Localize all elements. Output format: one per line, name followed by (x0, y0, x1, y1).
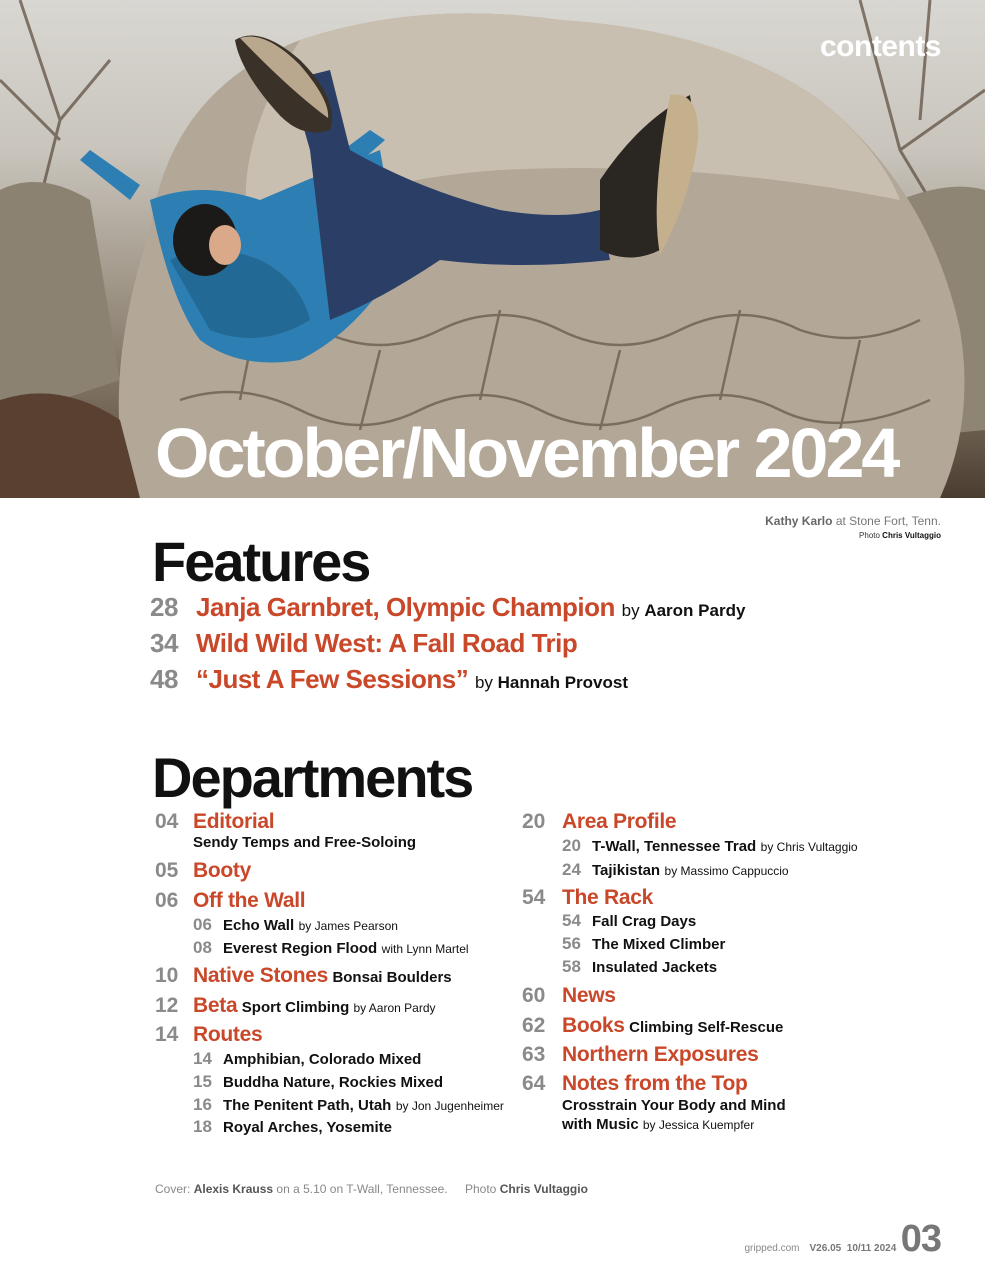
dept-northern-exposures[interactable] (522, 1044, 758, 1065)
dept-title: Beta (193, 994, 238, 1017)
dept-topic: Climbing Self-Rescue (629, 1019, 784, 1036)
dept-title: Notes from the Top (562, 1072, 748, 1095)
sub-page: 16 (193, 1095, 212, 1114)
dept-page: 05 (155, 859, 179, 882)
dept-title: Native Stones (193, 964, 328, 987)
sub-byline: by Chris Vultaggio (760, 840, 858, 854)
feature-by: by (621, 601, 640, 620)
sub-item[interactable] (193, 1073, 443, 1091)
dept-page: 14 (155, 1023, 179, 1046)
cover-photographer: Chris Vultaggio (499, 1182, 588, 1196)
dept-page: 20 (522, 810, 546, 833)
section-label: contents (819, 30, 941, 63)
sub-title: Amphibian, Colorado Mixed (223, 1051, 422, 1068)
sub-byline: by James Pearson (298, 919, 398, 933)
dept-subtitle-text: with Music (562, 1116, 639, 1133)
dept-title: Area Profile (562, 810, 677, 833)
dept-title: Booty (193, 859, 251, 882)
page-footer (744, 1218, 941, 1261)
dept-topic: Bonsai Boulders (332, 969, 452, 986)
dept-title: Northern Exposures (562, 1043, 759, 1066)
dept-page: 10 (155, 964, 179, 987)
cover-subject: Alexis Krauss (193, 1182, 274, 1196)
credit-name: Chris Vultaggio (882, 531, 941, 540)
dept-byline: by Jessica Kuempfer (642, 1118, 755, 1132)
feature-item[interactable] (150, 630, 577, 656)
sub-page: 18 (193, 1117, 212, 1136)
dept-area-profile[interactable] (522, 811, 676, 832)
dept-page: 64 (522, 1072, 546, 1095)
sub-page: 54 (562, 911, 581, 930)
dept-page: 12 (155, 994, 179, 1017)
sub-byline: with Lynn Martel (381, 942, 469, 956)
sub-item[interactable] (562, 935, 725, 953)
sub-byline: by Jon Jugenheimer (395, 1099, 504, 1113)
sub-page: 20 (562, 836, 581, 855)
sub-title: Tajikistan (592, 862, 661, 879)
sub-byline: by Massimo Cappuccio (664, 864, 789, 878)
sub-title: Royal Arches, Yosemite (223, 1119, 392, 1136)
sub-item[interactable] (562, 861, 789, 879)
dept-news[interactable] (522, 985, 616, 1006)
caption-name: Kathy Karlo (765, 514, 833, 528)
feature-title: “Just A Few Sessions” (196, 664, 469, 694)
dept-title: Books (562, 1014, 625, 1037)
sub-page: 24 (562, 860, 581, 879)
sub-item[interactable] (562, 837, 858, 855)
feature-title: Wild Wild West: A Fall Road Trip (196, 628, 578, 658)
dept-page: 06 (155, 889, 179, 912)
cover-label: Cover: (155, 1182, 191, 1196)
hero-caption (765, 514, 941, 540)
dept-booty[interactable] (155, 860, 251, 881)
sub-page: 06 (193, 915, 212, 934)
dept-title: Off the Wall (193, 889, 306, 912)
dept-title: The Rack (562, 886, 653, 909)
feature-page: 34 (150, 628, 178, 658)
dept-title: Routes (193, 1023, 263, 1046)
sub-item[interactable] (193, 916, 398, 934)
sub-title: Fall Crag Days (592, 913, 697, 930)
sub-page: 08 (193, 938, 212, 957)
sub-item[interactable] (193, 1050, 421, 1068)
dept-off-the-wall[interactable] (155, 890, 305, 911)
cover-description: on a 5.10 on T-Wall, Tennessee. (276, 1182, 448, 1196)
dept-page: 54 (522, 886, 546, 909)
dept-topic: Sport Climbing (241, 999, 350, 1016)
issue-title: October/November 2024 (155, 414, 898, 492)
dept-page: 60 (522, 984, 546, 1007)
cover-credit (155, 1182, 588, 1196)
footer-date: 10/11 2024 (846, 1243, 897, 1254)
dept-beta[interactable] (155, 995, 436, 1016)
feature-item[interactable] (150, 666, 628, 692)
credit-prefix: Photo (859, 531, 880, 540)
dept-title: Editorial (193, 810, 275, 833)
footer-site: gripped.com (744, 1243, 800, 1254)
departments-heading: Departments (152, 746, 473, 809)
sub-title: Everest Region Flood (223, 940, 378, 957)
feature-page: 48 (150, 664, 178, 694)
feature-item[interactable] (150, 594, 745, 620)
sub-page: 15 (193, 1072, 212, 1091)
cover-photo-label: Photo (465, 1182, 497, 1196)
feature-author: Aaron Pardy (644, 601, 746, 620)
sub-title: T-Wall, Tennessee Trad (592, 838, 757, 855)
page-number: 03 (900, 1218, 941, 1260)
caption-text: at Stone Fort, Tenn. (835, 514, 941, 528)
sub-item[interactable] (562, 958, 717, 976)
sub-item[interactable] (193, 939, 469, 957)
feature-title: Janja Garnbret, Olympic Champion (196, 592, 615, 622)
dept-routes[interactable] (155, 1024, 262, 1045)
sub-title: The Penitent Path, Utah (223, 1097, 392, 1114)
dept-title: News (562, 984, 616, 1007)
dept-editorial[interactable] (155, 811, 274, 832)
sub-title: Insulated Jackets (592, 959, 718, 976)
dept-page: 63 (522, 1043, 546, 1066)
sub-page: 56 (562, 934, 581, 953)
sub-item[interactable] (562, 912, 696, 930)
features-heading: Features (152, 530, 370, 593)
feature-author: Hannah Provost (497, 673, 629, 692)
dept-subtitle: Sendy Temps and Free-Soloing (193, 834, 417, 851)
dept-native-stones[interactable] (155, 965, 452, 986)
dept-books[interactable] (522, 1015, 783, 1036)
dept-subtitle: Crosstrain Your Body and Mind (562, 1097, 786, 1114)
footer-volume: V26.05 (809, 1243, 842, 1254)
dept-page: 62 (522, 1014, 546, 1037)
dept-notes-from-the-top[interactable] (522, 1073, 748, 1094)
sub-title: The Mixed Climber (592, 936, 726, 953)
sub-item[interactable] (193, 1096, 504, 1114)
dept-byline: by Aaron Pardy (353, 1001, 436, 1015)
sub-title: Buddha Nature, Rockies Mixed (223, 1074, 444, 1091)
sub-title: Echo Wall (223, 917, 295, 934)
sub-item[interactable] (193, 1118, 392, 1136)
hero-photo (0, 0, 985, 498)
dept-the-rack[interactable] (522, 887, 653, 908)
sub-page: 58 (562, 957, 581, 976)
sub-page: 14 (193, 1049, 212, 1068)
feature-by: by (474, 673, 493, 692)
dept-subtitle-line2 (562, 1117, 754, 1132)
dept-page: 04 (155, 810, 179, 833)
feature-page: 28 (150, 592, 178, 622)
